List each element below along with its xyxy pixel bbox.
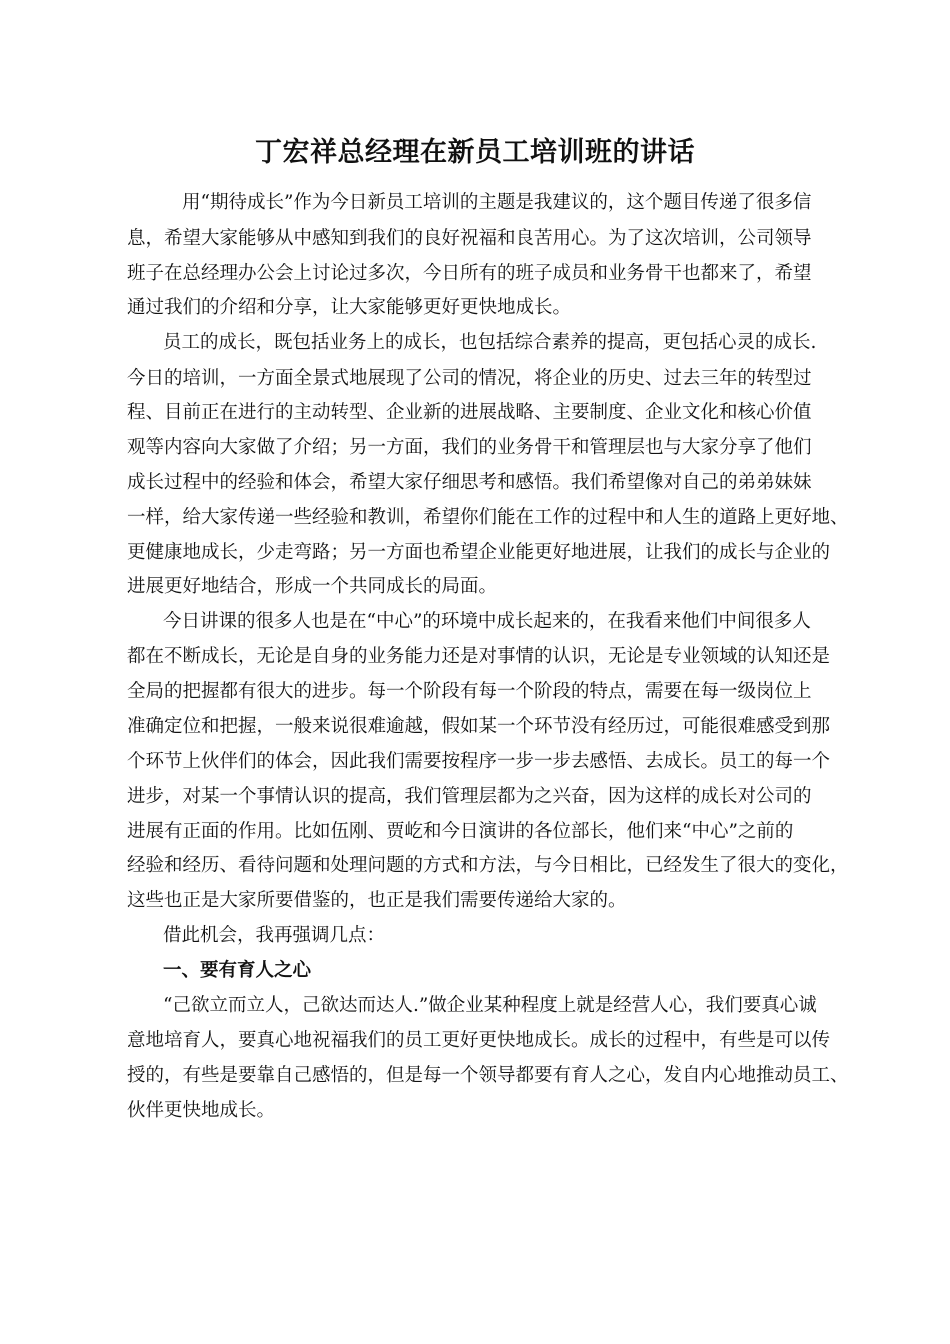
paragraph-line: 通过我们的介绍和分享，让大家能够更好更快地成长。	[127, 297, 572, 318]
paragraph-line: 观等内容向大家做了介绍；另一方面，我们的业务骨干和管理层也与大家分享了他们	[127, 437, 812, 458]
paragraph-line: 经验和经历、看待问题和处理问题的方式和方法，与今日相比，已经发生了很大的变化，	[127, 855, 849, 876]
paragraph-line: 用“期待成长”作为今日新员工培训的主题是我建议的，这个题目传递了很多信	[182, 192, 812, 213]
paragraph-line: 这些也正是大家所要借鉴的，也正是我们需要传递给大家的。	[127, 890, 627, 911]
section-heading: 一、要有育人之心	[163, 960, 312, 981]
paragraph-line: 授的，有些是要靠自己感悟的，但是每一个领导都要有育人之心，发自内心地推动员工、	[127, 1065, 849, 1086]
paragraph-line: 个环节上伙伴们的体会，因此我们需要按程序一步一步去感悟、去成长。员工的每一个	[127, 751, 831, 772]
paragraph-line: 程、目前正在进行的主动转型、企业新的进展战略、主要制度、企业文化和核心价值	[127, 402, 812, 423]
paragraph-line: 成长过程中的经验和体会，希望大家仔细思考和感悟。我们希望像对自己的弟弟妹妹	[127, 472, 812, 493]
paragraph-line: 息，希望大家能够从中感知到我们的良好祝福和良苦用心。为了这次培训，公司领导	[127, 228, 812, 249]
paragraph-line: “己欲立而立人，己欲达而达人.”做企业某种程度上就是经营人心，我们要真心诚	[163, 995, 817, 1016]
paragraph-line: 更健康地成长，少走弯路；另一方面也希望企业能更好地进展，让我们的成长与企业的	[127, 542, 831, 563]
paragraph-line: 今日讲课的很多人也是在“中心”的环境中成长起来的，在我看来他们中间很多人	[163, 611, 811, 632]
paragraph-line: 今日的培训，一方面全景式地展现了公司的情况，将企业的历史、过去三年的转型过	[127, 368, 812, 389]
paragraph-line: 都在不断成长，无论是自身的业务能力还是对事情的认识，无论是专业领域的认知还是	[127, 646, 831, 667]
paragraph-line: 进展更好地结合，形成一个共同成长的局面。	[127, 576, 498, 597]
paragraph-line: 进展有正面的作用。比如伍刚、贾屹和今日演讲的各位部长，他们来“中心”之前的	[127, 821, 794, 842]
document-title: 丁宏祥总经理在新员工培训班的讲话	[255, 137, 695, 168]
paragraph-line: 全局的把握都有很大的进步。每一个阶段有每一个阶段的特点，需要在每一级岗位上	[127, 681, 812, 702]
paragraph-line: 伙伴更快地成长。	[127, 1100, 276, 1121]
paragraph-line: 进步，对某一个事情认识的提高，我们管理层都为之兴奋，因为这样的成长对公司的	[127, 786, 812, 807]
paragraph-line: 一样，给大家传递一些经验和教训，希望你们能在工作的过程中和人生的道路上更好地、	[127, 507, 849, 528]
paragraph-line: 意地培育人，要真心地祝福我们的员工更好更快地成长。成长的过程中，有些是可以传	[127, 1030, 831, 1051]
paragraph-line: 员工的成长，既包括业务上的成长，也包括综合素养的提高，更包括心灵的成长.	[163, 332, 817, 353]
paragraph-line: 班子在总经理办公会上讨论过多次，今日所有的班子成员和业务骨干也都来了，希望	[127, 263, 812, 284]
paragraph-line: 借此机会，我再强调几点：	[163, 925, 386, 946]
paragraph-line: 准确定位和把握，一般来说很难逾越，假如某一个环节没有经历过，可能很难感受到那	[127, 716, 831, 737]
